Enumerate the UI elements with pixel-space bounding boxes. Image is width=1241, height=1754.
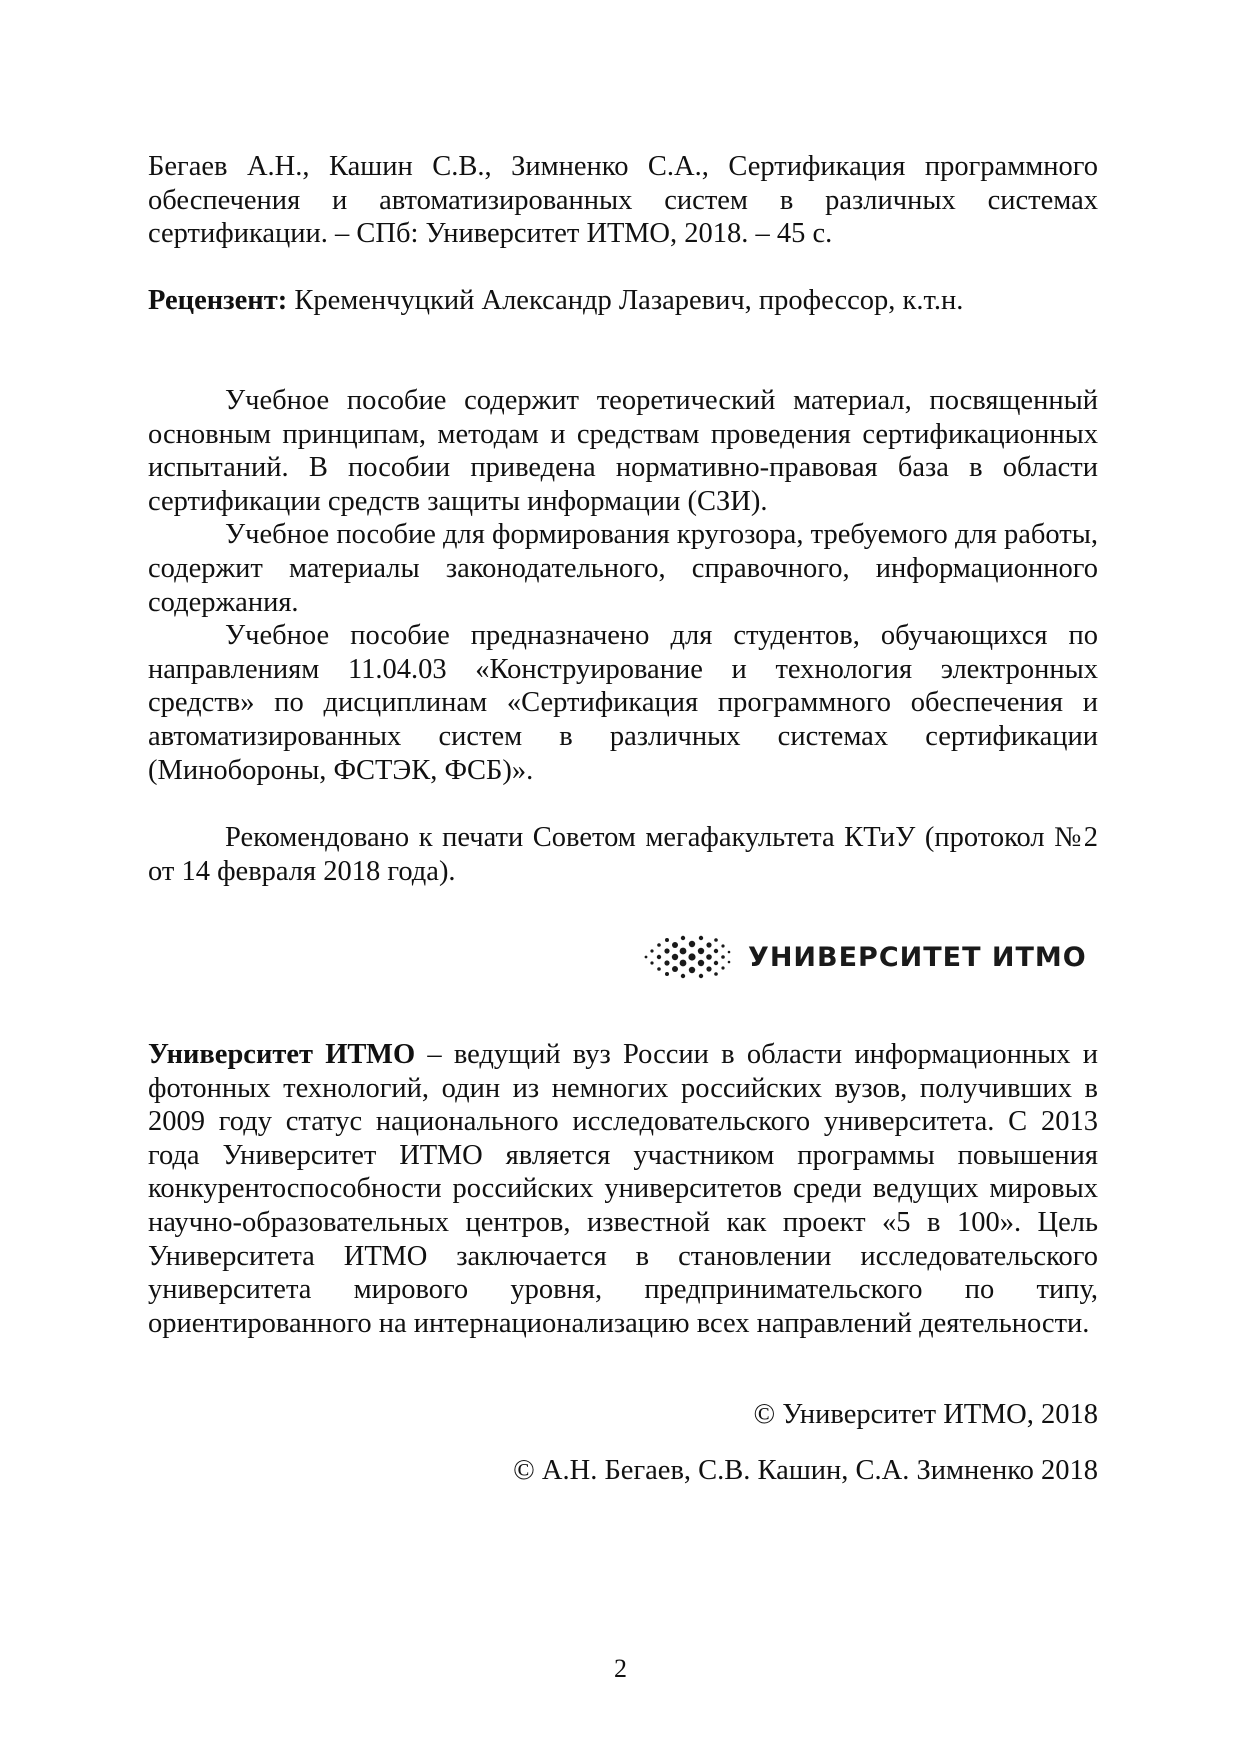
annotation-paragraph: Учебное пособие предназначено для студентов, обучающихся по направлениям 11.04.03 «Конструирование и технология электронных средств» по дисциплинам «Сертификация программного обеспечения и автоматизированных систем в различных системах сертификации (Минобороны, ФСТЭК, ФСБ)». <box>148 620 1098 786</box>
copyright-university: © Университет ИТМО, 2018 <box>753 1399 1098 1430</box>
bibliographic-citation: Бегаев А.Н., Кашин С.В., Зимненко С.А., Сертификация программного обеспечения и автоматизированных систем в различных системах сертификации. – СПб: Университет ИТМО, 2018. – 45 с. <box>148 151 1098 250</box>
itmo-logo <box>642 929 1087 985</box>
annotation <box>148 384 1098 787</box>
recommendation-text: Рекомендовано к печати Советом мегафакультета КТиУ (протокол №2 от 14 февраля 2018 года). <box>148 822 1098 887</box>
logo-text: УНИВЕРСИТЕТ ИТМО <box>748 941 1087 973</box>
annotation-paragraph: Учебное пособие содержит теоретический материал, посвященный основным принципам, методам и средствам проведения сертификационных испытаний. В пособии приведена нормативно-правовая база в области сертификации средств защиты информации (СЗИ). <box>148 385 1098 517</box>
university-name: Университет ИТМО <box>148 1039 416 1070</box>
university-description-text: – ведущий вуз России в области информационных и фотонных технологий, один из немногих российских вузов, получивших в 2009 году статус национального исследовательского университета. С 2013 года Университет ИТМО является участником программы повышения конкурентоспособности российских университетов среди ведущих мировых научно-образовательных центров, известной как проект «5 в 100». Цель Университета ИТМО заключается в становлении исследовательского университета мирового уровня, предпринимательского по типу, ориентированного на интернационализацию всех направлений деятельности. <box>148 1039 1098 1339</box>
reviewer-label: Рецензент: <box>148 285 288 316</box>
university-description <box>148 1038 1098 1340</box>
copyright-authors: © А.Н. Бегаев, С.В. Кашин, С.А. Зимненко 2018 <box>513 1455 1098 1486</box>
annotation-paragraph: Учебное пособие для формирования кругозора, требуемого для работы, содержит материалы законодательного, справочного, информационного содержания. <box>148 519 1098 618</box>
page-number: 2 <box>614 1654 627 1683</box>
itmo-dots-logo-icon <box>642 932 734 982</box>
recommendation <box>148 821 1098 888</box>
reviewer-line <box>148 284 1098 318</box>
reviewer-name: Кременчуцкий Александр Лазаревич, профессор, к.т.н. <box>287 285 964 316</box>
